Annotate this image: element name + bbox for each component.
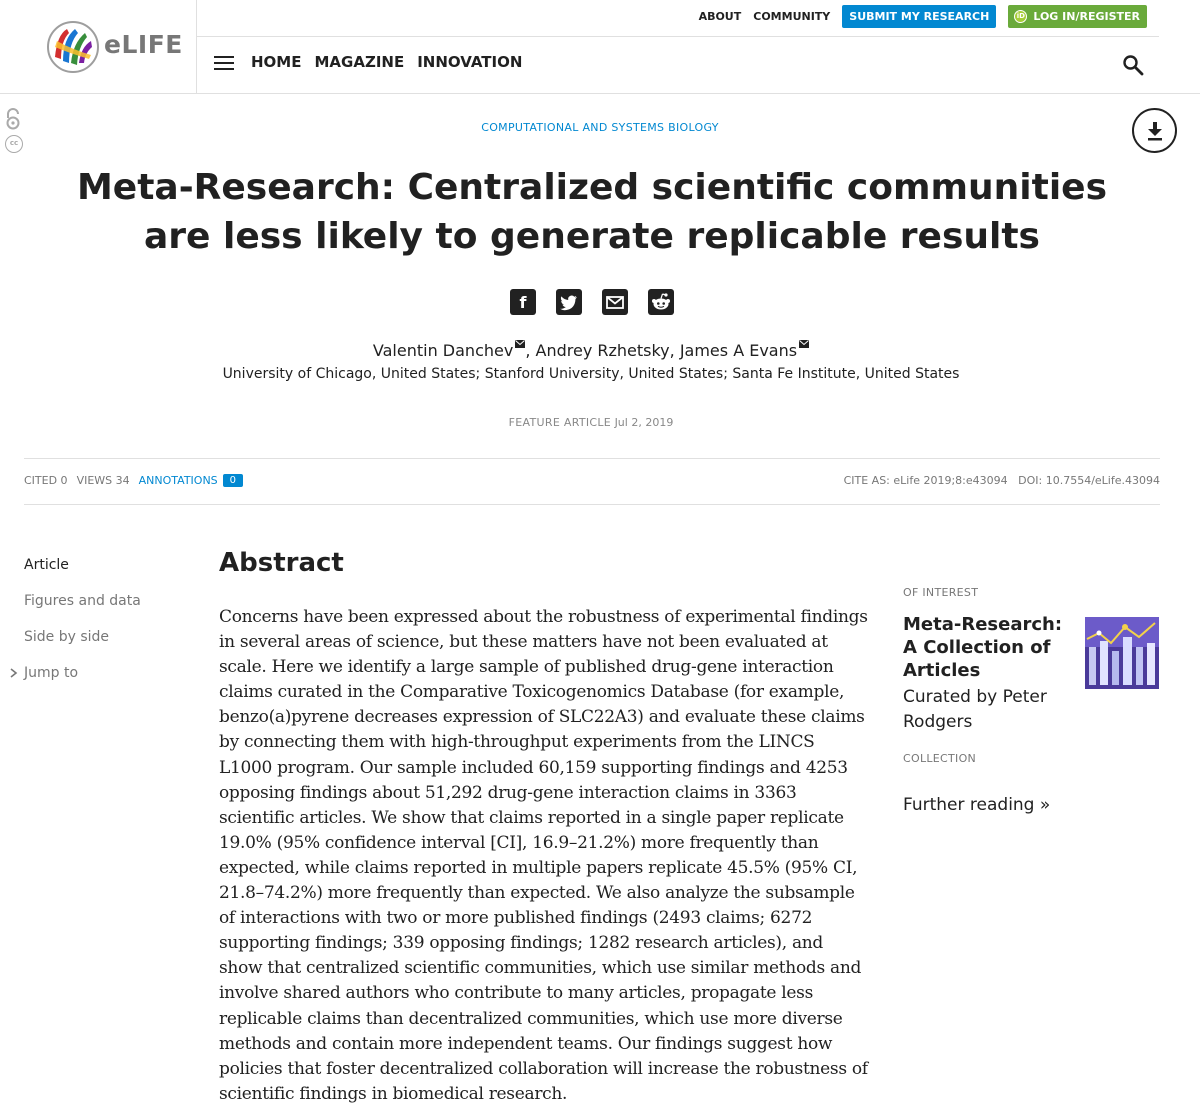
search-icon[interactable]: [1122, 54, 1144, 76]
share-buttons: [510, 289, 694, 315]
community-link[interactable]: COMMUNITY: [753, 9, 831, 23]
email-share-icon[interactable]: [602, 289, 628, 315]
collection-type-label: COLLECTION: [903, 752, 977, 765]
facebook-share-icon[interactable]: f: [510, 289, 536, 315]
nav-innovation[interactable]: INNOVATION: [417, 53, 523, 71]
collection-thumbnail[interactable]: [1085, 617, 1159, 689]
side-nav-article[interactable]: Article: [24, 557, 69, 573]
envelope-icon: [606, 296, 624, 309]
author-separator: ,: [525, 341, 536, 360]
citation-info: [837, 474, 1160, 487]
collection-curator: Curated by Peter Rodgers: [903, 687, 1047, 732]
nav-home[interactable]: HOME: [251, 53, 302, 71]
annotations-link[interactable]: ANNOTATIONS: [138, 474, 218, 487]
of-interest-label: OF INTEREST: [903, 586, 979, 599]
creative-commons-icon[interactable]: cc: [5, 135, 23, 153]
author-name[interactable]: Andrey Rzhetsky: [535, 341, 670, 360]
login-register-label: LOG IN/REGISTER: [1033, 9, 1140, 23]
reddit-share-icon[interactable]: [648, 289, 674, 315]
collection-title-link[interactable]: Meta-Research: A Collection of Articles: [903, 614, 1063, 681]
site-header: [0, 0, 1200, 94]
further-reading-link[interactable]: Further reading »: [903, 795, 1051, 815]
author-list: [0, 340, 1182, 360]
login-register-button[interactable]: [1008, 5, 1147, 28]
views-count[interactable]: VIEWS 34: [76, 474, 130, 487]
logo-text: eLIFE: [104, 30, 183, 59]
annotations-count-badge[interactable]: 0: [223, 474, 243, 487]
jump-to-label: Jump to: [24, 665, 79, 681]
twitter-bird-icon: [560, 295, 578, 310]
metrics-bar: [24, 458, 1160, 505]
logo-link[interactable]: [0, 0, 197, 94]
author-name[interactable]: Valentin Danchev: [372, 341, 514, 360]
corresponding-author-email-icon[interactable]: [799, 340, 809, 348]
corresponding-author-email-icon[interactable]: [515, 340, 525, 348]
main-nav: [251, 53, 535, 71]
doi[interactable]: DOI: 10.7554/eLife.43094: [1018, 474, 1160, 487]
chevron-right-icon: [10, 668, 18, 678]
nav-magazine[interactable]: MAGAZINE: [314, 53, 405, 71]
article-type-date: [0, 416, 1182, 429]
header-divider: [197, 36, 1159, 37]
side-nav-jump-to[interactable]: [24, 665, 141, 684]
utility-nav: [687, 4, 1147, 28]
abstract-heading: Abstract: [219, 548, 344, 578]
cite-as[interactable]: CITE AS: eLife 2019;8:e43094: [843, 474, 1008, 487]
author-separator: ,: [669, 341, 680, 360]
subject-link[interactable]: COMPUTATIONAL AND SYSTEMS BIOLOGY: [481, 121, 719, 134]
publication-date: Jul 2, 2019: [614, 416, 674, 429]
article-title: Meta-Research: Centralized scientific communities are less likely to generate replicable results: [76, 167, 1108, 257]
abstract-text: Concerns have been expressed about the robustness of experimental findings in several areas of science, but these matters have not been evaluated at scale. Here we identify a large sample of published drug-gene interaction claims curated in the Comparative Toxicogenomics Database (for example, benzo(a)pyrene decreases expression of SLC22A3) and evaluate these claims by connecting them with high-throughput experiments from the LINCS L1000 program. Our sample included 60,159 supporting findings and 4253 opposing findings about 51,292 drug-gene interaction claims in 3363 scientific articles. We show that claims reported in a single paper replicate 19.0% (95% confidence interval [CI], 16.9–21.2%) more frequently than expected, while claims reported in multiple papers replicate 45.5% (95% CI, 21.8–74.2%) more frequently than expected. We also analyze the subsample of interactions with two or more published findings (2493 claims; 6272 supporting findings; 339 opposing findings; 1282 research articles), and show that centralized scientific communities, which use similar methods and involve shared authors who contribute to many articles, propagate less replicable claims than decentralized communities, which use more diverse methods and contain more independent teams. Our findings suggest how policies that foster decentralized collaboration will increase the robustness of scientific findings in biomedical research.: [219, 607, 868, 1104]
affiliations: University of Chicago, United States; Stanford University, United States; Santa Fe Institute, United States: [222, 366, 960, 382]
side-nav-side-by-side[interactable]: Side by side: [24, 629, 110, 645]
about-link[interactable]: ABOUT: [698, 9, 742, 23]
twitter-share-icon[interactable]: [556, 289, 582, 315]
side-nav-figures[interactable]: Figures and data: [24, 593, 141, 609]
author-name[interactable]: James A Evans: [679, 341, 798, 360]
elife-logo-icon: [47, 21, 99, 73]
orcid-icon: iD: [1014, 10, 1027, 23]
submit-research-button[interactable]: SUBMIT MY RESEARCH: [842, 5, 996, 28]
article-side-nav: [24, 557, 141, 701]
reddit-alien-icon: [651, 293, 671, 311]
cited-count[interactable]: CITED 0: [24, 474, 68, 487]
metrics-counts: [24, 474, 243, 487]
article-type[interactable]: FEATURE ARTICLE: [508, 416, 612, 429]
hamburger-menu-icon[interactable]: [214, 56, 234, 70]
